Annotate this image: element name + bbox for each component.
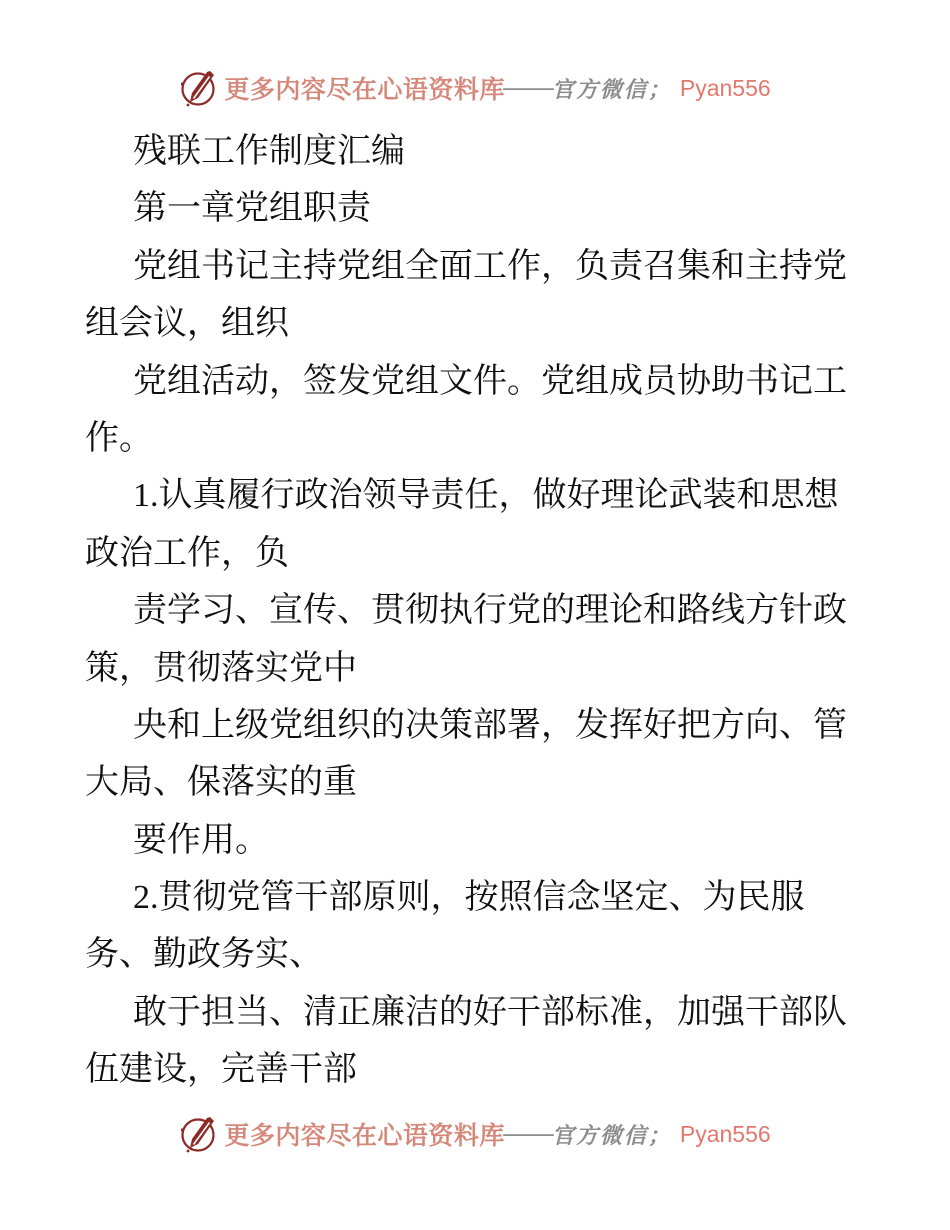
header-watermark: [0, 68, 950, 108]
text-line: 要作用。: [133, 821, 269, 859]
text-line: 2.贯彻党管干部原则，按照信念坚定、为民服: [133, 879, 805, 917]
text-line: 作。: [85, 419, 153, 457]
pen-nib-logo-icon: [179, 1114, 217, 1154]
text-line: 策，贯彻落实党中: [85, 649, 357, 687]
watermark-wechat-id: Pyan556: [679, 74, 771, 101]
document-body: [85, 123, 875, 1099]
pen-nib-logo-icon: [179, 68, 217, 108]
text-line: 责学习、宣传、贯彻执行党的理论和路线方针政: [133, 592, 847, 630]
watermark-text: 更多内容尽在心语资料库: [224, 77, 505, 104]
footer-watermark: [0, 1114, 950, 1154]
watermark-text: 更多内容尽在心语资料库: [224, 1123, 505, 1150]
text-line: 务、勤政务实、: [85, 936, 323, 974]
text-line: 大局、保落实的重: [85, 764, 357, 802]
text-line: 敢于担当、清正廉洁的好干部标准，加强干部队: [133, 993, 847, 1031]
text-line: 党组书记主持党组全面工作，负责召集和主持党: [133, 247, 847, 285]
text-line: 组会议，组织: [85, 305, 289, 343]
text-line: 党组活动，签发党组文件。党组成员协助书记工: [133, 362, 847, 400]
watermark-dash: —: [503, 1120, 554, 1147]
chapter-heading: 第一章党组职责: [133, 190, 371, 228]
watermark-dash: —: [503, 74, 554, 101]
watermark-wechat-id: Pyan556: [679, 1120, 771, 1147]
text-line: 1.认真履行政治领导责任，做好理论武装和思想: [133, 477, 839, 515]
text-line: 央和上级党组织的决策部署，发挥好把方向、管: [133, 706, 847, 744]
doc-title-line: 残联工作制度汇编: [133, 133, 405, 170]
text-line: 政治工作，负: [85, 534, 289, 572]
text-line: 伍建设，完善干部: [85, 1051, 357, 1089]
watermark-wechat-label: 官方微信；: [551, 1122, 672, 1148]
watermark-wechat-label: 官方微信；: [551, 76, 672, 102]
